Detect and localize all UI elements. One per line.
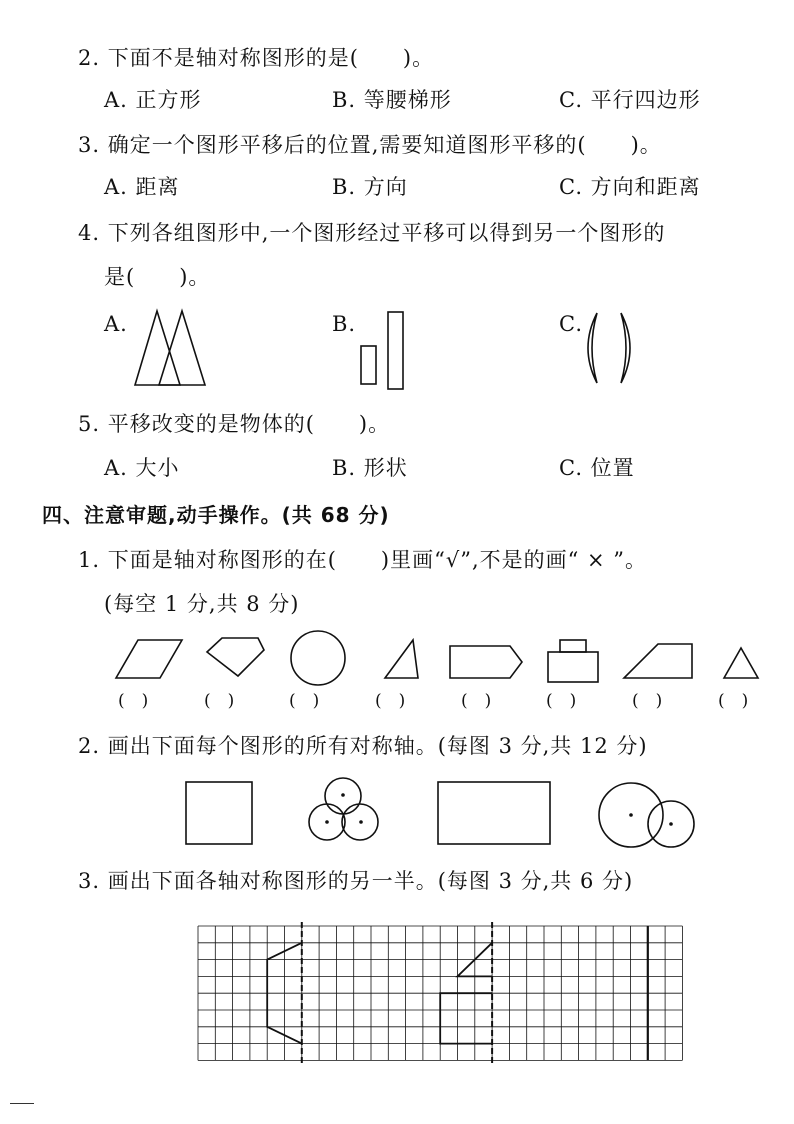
q4-figure-b-rectangles (355, 308, 415, 392)
p1-shape-pentagon (207, 638, 264, 676)
q2-option-c: C. 平行四边形 (559, 88, 701, 112)
p1-shape-right-triangle (385, 640, 418, 678)
p3-grid (196, 924, 686, 1062)
q3-option-a: A. 距离 (104, 175, 180, 199)
section4-title: 四、注意审题,动手操作。(共 68 分) (42, 503, 390, 527)
p2-shapes-row (180, 774, 720, 848)
p1-answer-4[interactable]: ( ) (375, 691, 406, 711)
q5-stem: 5. 平移改变的是物体的( )。 (78, 412, 391, 436)
p1-answer-6[interactable]: ( ) (546, 691, 577, 711)
q4-option-a: A. (104, 312, 128, 336)
p1-answer-5[interactable]: ( ) (461, 691, 492, 711)
q4-stem-line2: 是( )。 (104, 265, 211, 289)
q4-option-c: C. (559, 312, 583, 336)
section4-p2-line1: 2. 画出下面每个图形的所有对称轴。(每图 3 分,共 12 分) (78, 734, 648, 758)
q2-option-b: B. 等腰梯形 (332, 88, 452, 112)
p1-answer-1[interactable]: ( ) (118, 691, 149, 711)
section4-p3-line1: 3. 画出下面各轴对称图形的另一半。(每图 3 分,共 6 分) (78, 869, 634, 893)
section4-p1-line2: (每空 1 分,共 8 分) (104, 592, 300, 616)
q5-option-b: B. 形状 (332, 456, 408, 480)
q4-figure-c-arcs (585, 310, 645, 386)
p1-answer-8[interactable]: ( ) (718, 691, 749, 711)
p2-shape-square (186, 782, 252, 844)
p1-shape-circle (291, 631, 345, 685)
section4-p1-line1: 1. 下面是轴对称图形的在( )里画“√”,不是的画“ × ”。 (78, 548, 648, 572)
q4-figure-a-triangles (130, 308, 210, 388)
p1-shapes-row (110, 634, 790, 686)
p1-answer-3[interactable]: ( ) (289, 691, 320, 711)
q3-option-b: B. 方向 (332, 175, 408, 199)
p1-shape-trapezoid (624, 644, 692, 678)
p1-shape-parallelogram (116, 640, 182, 678)
q4-option-b: B. (332, 312, 357, 336)
p1-shape-stacked-rects-top (560, 640, 586, 652)
page-footer-rule (10, 1103, 34, 1104)
q5-option-a: A. 大小 (104, 456, 180, 480)
p1-answer-7[interactable]: ( ) (632, 691, 663, 711)
half-figure-2 (440, 943, 492, 1044)
p1-shape-stacked-rects-bottom (548, 652, 598, 682)
p1-answer-2[interactable]: ( ) (204, 691, 235, 711)
p2-shape-three-circles (309, 778, 378, 840)
q4-stem-line1: 4. 下列各组图形中,一个图形经过平移可以得到另一个图形的 (78, 221, 666, 245)
q3-option-c: C. 方向和距离 (559, 175, 701, 199)
p2-shape-two-circles (599, 783, 694, 847)
p1-shape-arrow-pentagon (450, 646, 522, 678)
q2-option-a: A. 正方形 (104, 88, 202, 112)
p1-shape-isosceles-triangle (724, 648, 758, 678)
q2-stem: 2. 下面不是轴对称图形的是( )。 (78, 46, 435, 70)
p2-shape-rectangle (438, 782, 550, 844)
q5-option-c: C. 位置 (559, 456, 635, 480)
q3-stem: 3. 确定一个图形平移后的位置,需要知道图形平移的( )。 (78, 133, 662, 157)
